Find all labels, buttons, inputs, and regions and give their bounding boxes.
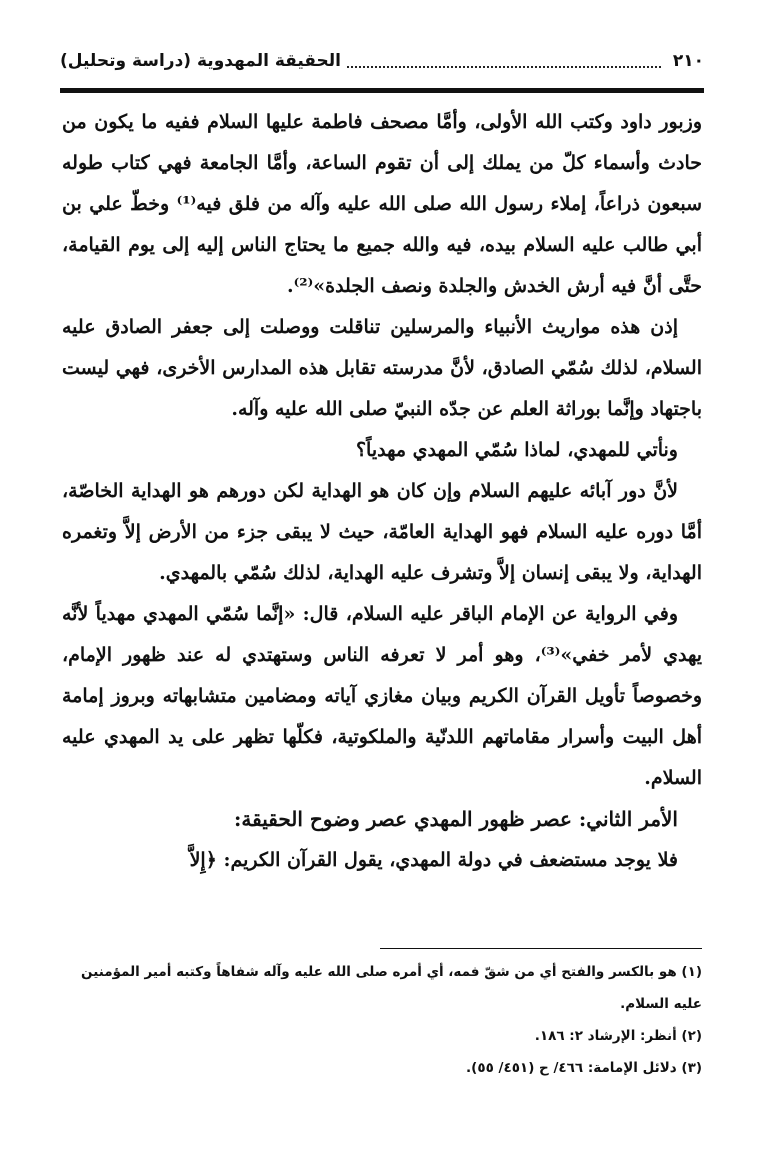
page-number: ٢١٠ bbox=[672, 51, 704, 71]
header-dot-leader bbox=[347, 54, 661, 68]
footnote-rule bbox=[380, 948, 702, 949]
paragraph: لأنَّ دور آبائه عليهم السلام وإن كان هو الهداية لكن دورهم هو الهداية الخاصّة، أمَّا دوره عليه السلام فهو الهداية العامّة، حيث لا يبقى جزء من الأرض إلاَّ وتغمره الهداية، ولا يبقى إنسان إلاَّ وتشرف عليه الهداية، لذلك سُمّي بالمهدي. bbox=[62, 480, 702, 584]
running-title: الحقيقة المهدوية (دراسة وتحليل) bbox=[60, 51, 342, 71]
section-heading: الأمر الثاني: عصر ظهور المهدي عصر وضوح الحقيقة: bbox=[233, 807, 678, 831]
header-rule bbox=[60, 88, 704, 93]
paragraph: ونأتي للمهدي، لماذا سُمّي المهدي مهدياً؟ bbox=[355, 439, 678, 461]
paragraph: إذن هذه مواريث الأنبياء والمرسلين تناقلت ووصلت إلى جعفر الصادق عليه السلام، لذلك سُمّي الصادق، لأنَّ مدرسته تقابل هذه المدارس الأخرى، فهي ليست باجتهاد وإنَّما بوراثة العلم عن جدّه النبيّ صلى الله عليه وآله. bbox=[62, 316, 702, 420]
paragraph: فلا يوجد مستضعف في دولة المهدي، يقول القرآن الكريم: ﴿إِلاَّ bbox=[189, 849, 678, 871]
footnote: (٢) أنظر: الإرشاد ٢: ١٨٦. bbox=[534, 1028, 702, 1044]
main-text bbox=[62, 102, 702, 881]
running-header bbox=[60, 46, 704, 76]
footnotes bbox=[62, 956, 702, 1084]
paragraph: وزبور داود وكتب الله الأولى، وأمَّا مصحف فاطمة عليها السلام ففيه ما يكون من حادث وأسماء كلّ من يملك إلى أن تقوم الساعة، وأمَّا الجامعة فهي كتاب طوله سبعون ذراعاً، إملاء رسول الله صلى الله عليه وآله من فلق فيه⁽¹⁾ وخطّ علي بن أبي طالب عليه السلام بيده، فيه والله جميع ما يحتاج الناس إليه إلى يوم القيامة، حتَّى أنَّ فيه أرش الخدش والجلدة ونصف الجلدة»⁽²⁾. bbox=[62, 111, 703, 297]
footnote: (١) هو بالكسر والفتح أي من شقّ فمه، أي أمره صلى الله عليه وآله شفاهاً وكتبه أمير المؤمنين عليه السلام. bbox=[81, 964, 702, 1012]
paragraph: وفي الرواية عن الإمام الباقر عليه السلام، قال: «إنَّما سُمّي المهدي مهدياً لأنَّه يهدي لأمر خفي»⁽³⁾، وهو أمر لا تعرفه الناس وستهتدي له عند ظهور الإمام، وخصوصاً تأويل القرآن الكريم وبيان مغازي آياته ومضامين متشابهاته وبروز إمامة أهل البيت وأسرار مقاماتهم اللدنّية والملكوتية، فكلّها تظهر على يد المهدي عليه السلام. bbox=[62, 603, 703, 789]
footnote: (٣) دلائل الإمامة: ٤٦٦/ ح (٤٥١/ ٥٥). bbox=[466, 1060, 702, 1076]
